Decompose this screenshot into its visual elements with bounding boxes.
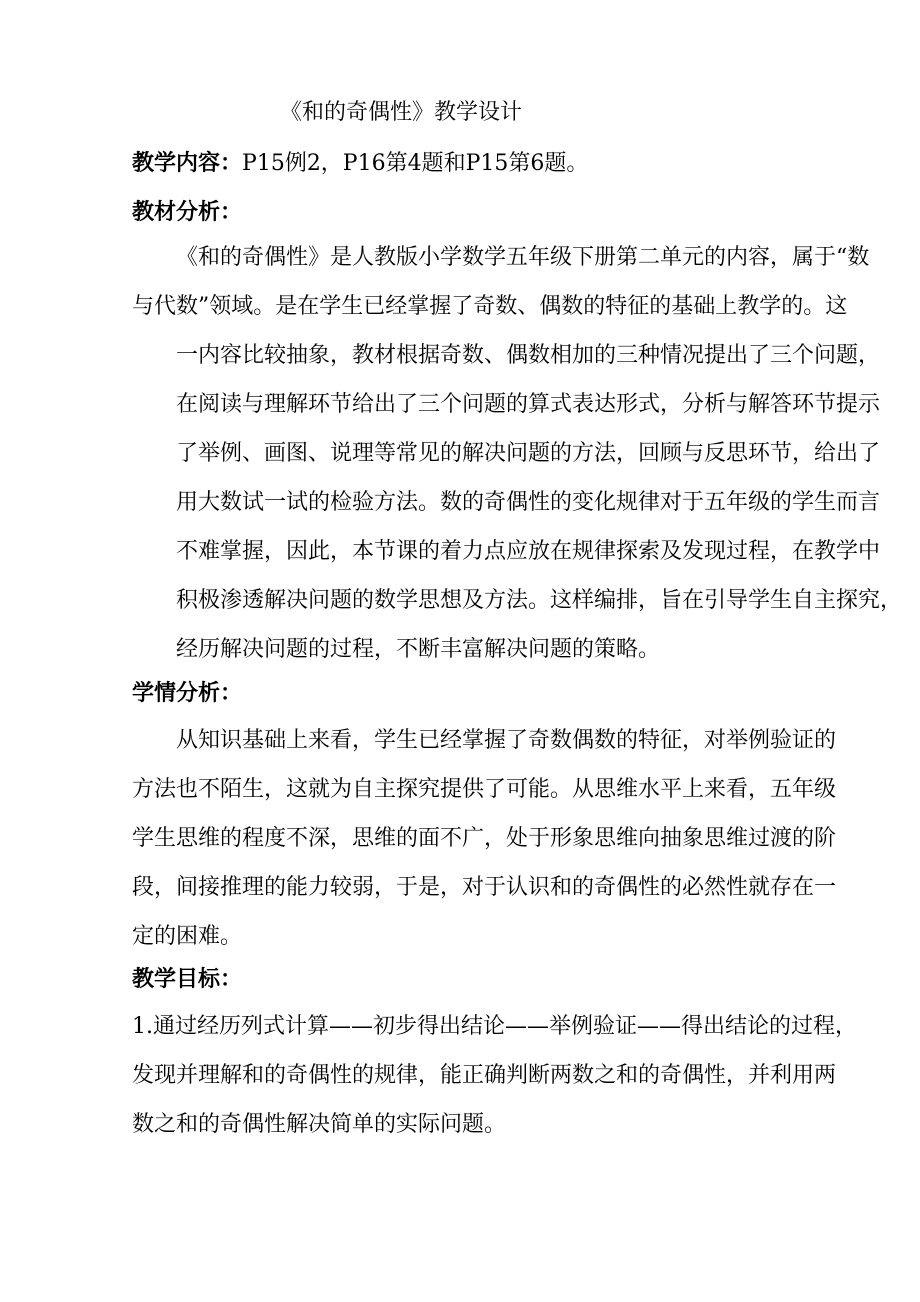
- teaching-content-line: [132, 146, 588, 181]
- paragraph-line: 发现并理解和的奇偶性的规律，能正确判断两数之和的奇偶性，并利用两: [132, 1063, 837, 1088]
- section-body-material-analysis: [132, 233, 903, 674]
- paragraph-line: 不难掌握，因此，本节课的着力点应放在规律探索及发现过程，在教学中: [176, 539, 881, 564]
- paragraph-line: 方法也不陌生，这就为自主探究提供了可能。从思维水平上来看，五年级: [132, 777, 837, 802]
- paragraph-line: 《和的奇偶性》是人教版小学数学五年级下册第二单元的内容，属于“数: [176, 245, 870, 270]
- section-heading-teaching-goals: 教学目标：: [132, 966, 243, 992]
- paragraph-line: 与代数”领域。是在学生已经掌握了奇数、偶数的特征的基础上教学的。这: [132, 294, 848, 319]
- paragraph-line: 了举例、画图、说理等常见的解决问题的方法，回顾与反思环节，给出了: [176, 441, 881, 466]
- paragraph-line: 定的困难。: [132, 924, 243, 949]
- document-title: 《和的奇偶性》教学设计: [280, 100, 523, 125]
- paragraph-line: 用大数试一试的检验方法。数的奇偶性的变化规律对于五年级的学生而言: [176, 490, 881, 515]
- paragraph-line: 经历解决问题的过程，不断丰富解决问题的策略。: [176, 637, 661, 662]
- section-body-student-analysis: [132, 716, 837, 961]
- teaching-content-label: 教学内容：: [132, 150, 243, 176]
- paragraph-line: 数之和的奇偶性解决简单的实际问题。: [132, 1112, 507, 1137]
- section-body-teaching-goals: [132, 1002, 857, 1149]
- section-heading-student-analysis: 学情分析：: [132, 680, 243, 706]
- paragraph-line: 段，间接推理的能力较弱，于是，对于认识和的奇偶性的必然性就存在一: [132, 875, 837, 900]
- paragraph-line: 在阅读与理解环节给出了三个问题的算式表达形式，分析与解答环节提示: [176, 392, 881, 417]
- paragraph-line: 从知识基础上来看，学生已经掌握了奇数偶数的特征，对举例验证的: [176, 728, 837, 753]
- teaching-content-value: P15例2，P16第4题和P15第6题。: [242, 151, 589, 176]
- section-heading-material-analysis: 教材分析：: [132, 199, 243, 225]
- paragraph-line: 学生思维的程度不深，思维的面不广，处于形象思维向抽象思维过渡的阶: [132, 826, 837, 851]
- paragraph-line: 一内容比较抽象，教材根据奇数、偶数相加的三种情况提出了三个问题，: [176, 343, 881, 368]
- paragraph-line: 积极渗透解决问题的数学思想及方法。这样编排，旨在引导学生自主探究，: [176, 588, 903, 613]
- paragraph-line: 1.通过经历列式计算——初步得出结论——举例验证——得出结论的过程，: [132, 1014, 857, 1039]
